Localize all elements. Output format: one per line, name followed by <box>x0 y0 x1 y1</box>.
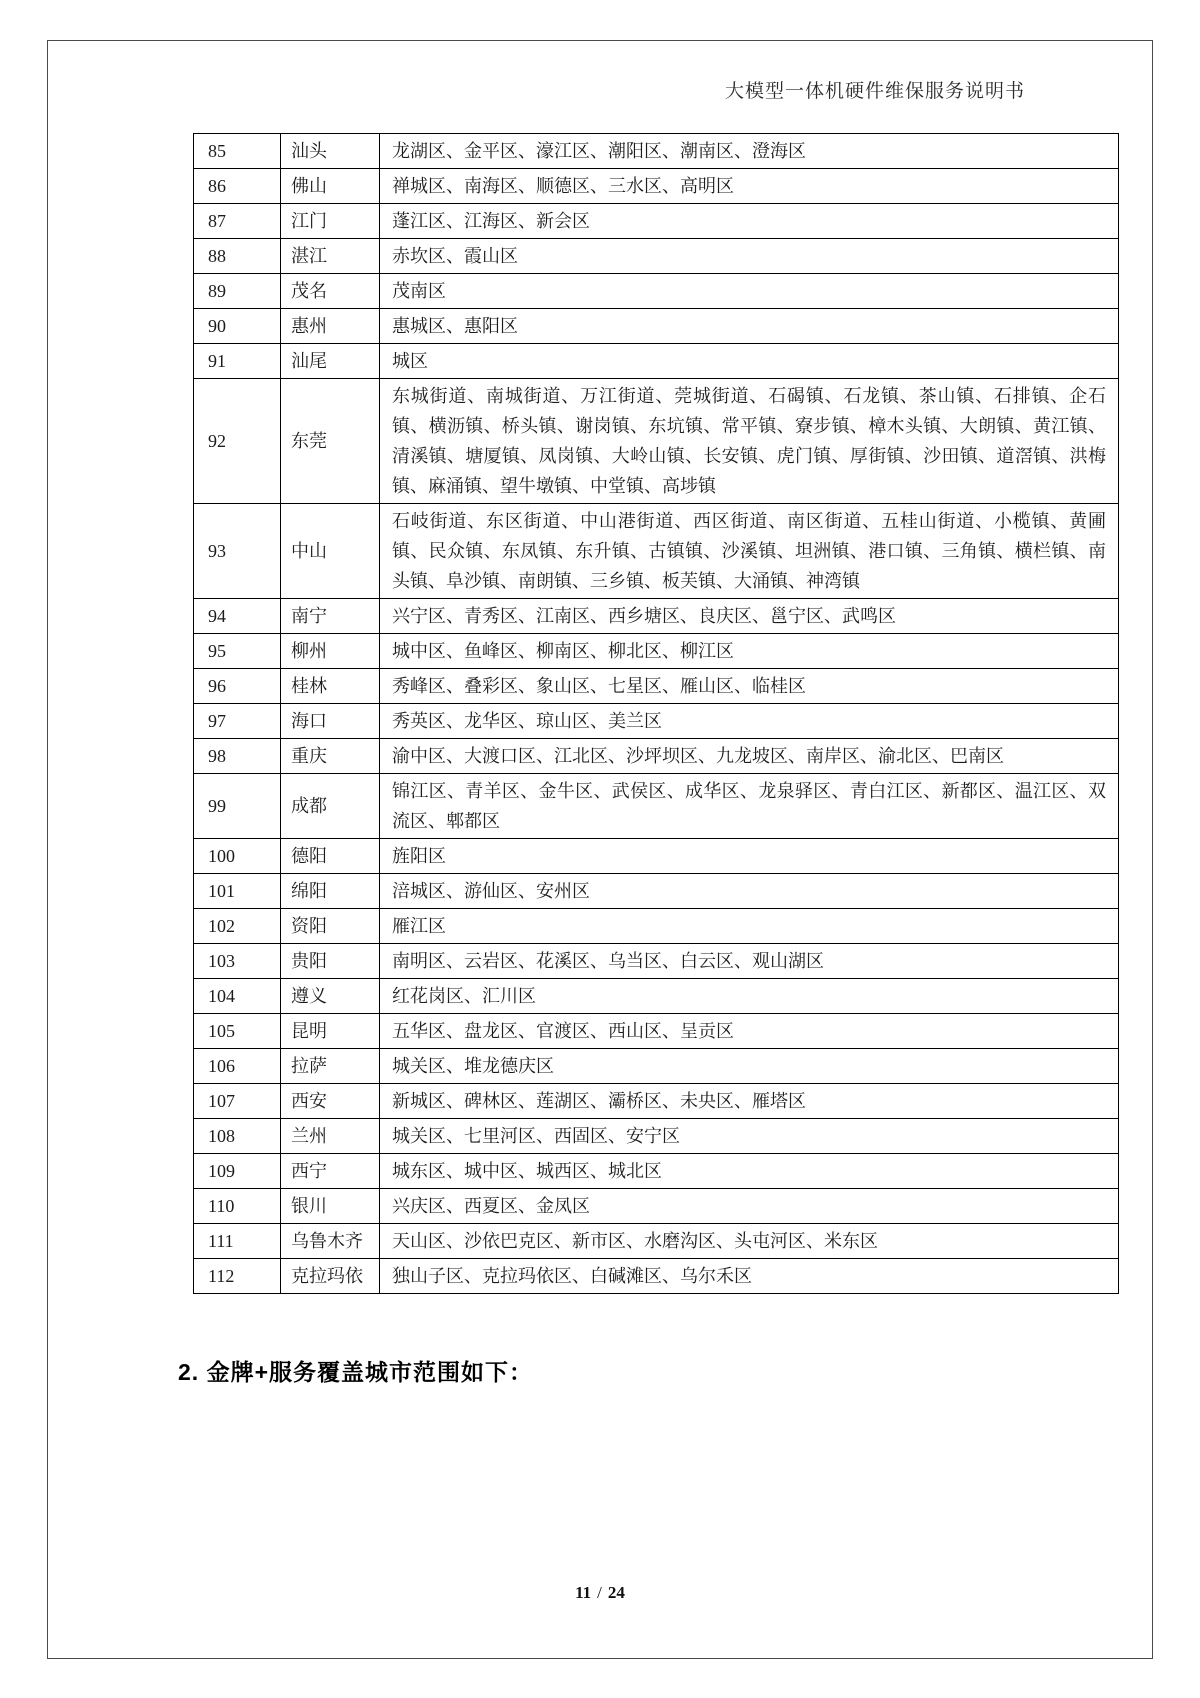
district-list: 五华区、盘龙区、官渡区、西山区、呈贡区 <box>380 1014 1119 1049</box>
city-name: 拉萨 <box>281 1049 380 1084</box>
district-list: 渝中区、大渡口区、江北区、沙坪坝区、九龙坡区、南岸区、渝北区、巴南区 <box>380 739 1119 774</box>
district-list: 蓬江区、江海区、新会区 <box>380 204 1119 239</box>
city-name: 汕尾 <box>281 344 380 379</box>
district-list: 禅城区、南海区、顺德区、三水区、高明区 <box>380 169 1119 204</box>
page-content <box>0 133 1200 1387</box>
district-list: 独山子区、克拉玛依区、白碱滩区、乌尔禾区 <box>380 1259 1119 1294</box>
city-name: 西宁 <box>281 1154 380 1189</box>
district-list: 城区 <box>380 344 1119 379</box>
district-list: 城关区、堆龙德庆区 <box>380 1049 1119 1084</box>
table-row <box>194 1049 1119 1084</box>
district-list: 东城街道、南城街道、万江街道、莞城街道、石碣镇、石龙镇、茶山镇、石排镇、企石镇、横沥镇、桥头镇、谢岗镇、东坑镇、常平镇、寮步镇、樟木头镇、大朗镇、黄江镇、清溪镇、塘厦镇、凤岗镇、大岭山镇、长安镇、虎门镇、厚街镇、沙田镇、道滘镇、洪梅镇、麻涌镇、望牛墩镇、中堂镇、高埗镇 <box>380 379 1119 504</box>
row-number: 102 <box>194 909 281 944</box>
district-list: 茂南区 <box>380 274 1119 309</box>
district-list: 南明区、云岩区、花溪区、乌当区、白云区、观山湖区 <box>380 944 1119 979</box>
table-row <box>194 704 1119 739</box>
row-number: 97 <box>194 704 281 739</box>
row-number: 111 <box>194 1224 281 1259</box>
table-row <box>194 909 1119 944</box>
district-list: 兴庆区、西夏区、金凤区 <box>380 1189 1119 1224</box>
city-name: 海口 <box>281 704 380 739</box>
row-number: 106 <box>194 1049 281 1084</box>
city-name: 克拉玛依 <box>281 1259 380 1294</box>
district-list: 秀峰区、叠彩区、象山区、七星区、雁山区、临桂区 <box>380 669 1119 704</box>
city-name: 德阳 <box>281 839 380 874</box>
table-row <box>194 379 1119 504</box>
district-list: 天山区、沙依巴克区、新市区、水磨沟区、头屯河区、米东区 <box>380 1224 1119 1259</box>
city-name: 资阳 <box>281 909 380 944</box>
row-number: 101 <box>194 874 281 909</box>
district-list: 惠城区、惠阳区 <box>380 309 1119 344</box>
row-number: 110 <box>194 1189 281 1224</box>
table-row <box>194 134 1119 169</box>
table-row <box>194 1119 1119 1154</box>
district-list: 旌阳区 <box>380 839 1119 874</box>
table-row <box>194 169 1119 204</box>
table-row <box>194 599 1119 634</box>
coverage-table-body <box>194 134 1119 1294</box>
table-row <box>194 1154 1119 1189</box>
table-row <box>194 1084 1119 1119</box>
city-name: 东莞 <box>281 379 380 504</box>
table-row <box>194 239 1119 274</box>
table-row <box>194 1259 1119 1294</box>
city-name: 重庆 <box>281 739 380 774</box>
row-number: 96 <box>194 669 281 704</box>
city-name: 成都 <box>281 774 380 839</box>
table-row <box>194 1014 1119 1049</box>
city-name: 西安 <box>281 1084 380 1119</box>
table-row <box>194 979 1119 1014</box>
row-number: 107 <box>194 1084 281 1119</box>
page-number-total: 24 <box>607 1583 625 1602</box>
table-row <box>194 274 1119 309</box>
city-name: 乌鲁木齐 <box>281 1224 380 1259</box>
district-list: 城中区、鱼峰区、柳南区、柳北区、柳江区 <box>380 634 1119 669</box>
table-row <box>194 1189 1119 1224</box>
city-name: 昆明 <box>281 1014 380 1049</box>
row-number: 109 <box>194 1154 281 1189</box>
row-number: 112 <box>194 1259 281 1294</box>
table-row <box>194 839 1119 874</box>
city-name: 茂名 <box>281 274 380 309</box>
city-name: 绵阳 <box>281 874 380 909</box>
coverage-table <box>193 133 1119 1294</box>
section-heading: 2. 金牌+服务覆盖城市范围如下： <box>178 1359 534 1385</box>
table-row <box>194 944 1119 979</box>
row-number: 92 <box>194 379 281 504</box>
district-list: 赤坎区、霞山区 <box>380 239 1119 274</box>
row-number: 85 <box>194 134 281 169</box>
district-list: 城关区、七里河区、西固区、安宁区 <box>380 1119 1119 1154</box>
table-row <box>194 504 1119 599</box>
document-header-title: 大模型一体机硬件维保服务说明书 <box>724 81 1025 102</box>
page-number-separator: / <box>597 1583 602 1602</box>
row-number: 89 <box>194 274 281 309</box>
table-row <box>194 204 1119 239</box>
city-name: 湛江 <box>281 239 380 274</box>
row-number: 91 <box>194 344 281 379</box>
table-row <box>194 309 1119 344</box>
row-number: 94 <box>194 599 281 634</box>
table-row <box>194 1224 1119 1259</box>
row-number: 87 <box>194 204 281 239</box>
city-name: 贵阳 <box>281 944 380 979</box>
district-list: 锦江区、青羊区、金牛区、武侯区、成华区、龙泉驿区、青白江区、新都区、温江区、双流区、郫都区 <box>380 774 1119 839</box>
district-list: 龙湖区、金平区、濠江区、潮阳区、潮南区、澄海区 <box>380 134 1119 169</box>
row-number: 108 <box>194 1119 281 1154</box>
city-name: 遵义 <box>281 979 380 1014</box>
row-number: 104 <box>194 979 281 1014</box>
row-number: 90 <box>194 309 281 344</box>
district-list: 石岐街道、东区街道、中山港街道、西区街道、南区街道、五桂山街道、小榄镇、黄圃镇、民众镇、东凤镇、东升镇、古镇镇、沙溪镇、坦洲镇、港口镇、三角镇、横栏镇、南头镇、阜沙镇、南朗镇、三乡镇、板芙镇、大涌镇、神湾镇 <box>380 504 1119 599</box>
row-number: 93 <box>194 504 281 599</box>
row-number: 86 <box>194 169 281 204</box>
city-name: 桂林 <box>281 669 380 704</box>
district-list: 涪城区、游仙区、安州区 <box>380 874 1119 909</box>
district-list: 红花岗区、汇川区 <box>380 979 1119 1014</box>
district-list: 秀英区、龙华区、琼山区、美兰区 <box>380 704 1119 739</box>
row-number: 95 <box>194 634 281 669</box>
city-name: 南宁 <box>281 599 380 634</box>
city-name: 兰州 <box>281 1119 380 1154</box>
row-number: 98 <box>194 739 281 774</box>
page-number-current: 11 <box>575 1583 592 1602</box>
row-number: 99 <box>194 774 281 839</box>
city-name: 柳州 <box>281 634 380 669</box>
table-row <box>194 774 1119 839</box>
table-row <box>194 344 1119 379</box>
district-list: 城东区、城中区、城西区、城北区 <box>380 1154 1119 1189</box>
row-number: 105 <box>194 1014 281 1049</box>
city-name: 汕头 <box>281 134 380 169</box>
district-list: 雁江区 <box>380 909 1119 944</box>
row-number: 103 <box>194 944 281 979</box>
row-number: 88 <box>194 239 281 274</box>
table-row <box>194 739 1119 774</box>
page-footer <box>0 1583 1200 1603</box>
city-name: 中山 <box>281 504 380 599</box>
district-list: 兴宁区、青秀区、江南区、西乡塘区、良庆区、邕宁区、武鸣区 <box>380 599 1119 634</box>
table-row <box>194 874 1119 909</box>
district-list: 新城区、碑林区、莲湖区、灞桥区、未央区、雁塔区 <box>380 1084 1119 1119</box>
city-name: 佛山 <box>281 169 380 204</box>
table-row <box>194 634 1119 669</box>
row-number: 100 <box>194 839 281 874</box>
city-name: 江门 <box>281 204 380 239</box>
city-name: 银川 <box>281 1189 380 1224</box>
city-name: 惠州 <box>281 309 380 344</box>
table-row <box>194 669 1119 704</box>
